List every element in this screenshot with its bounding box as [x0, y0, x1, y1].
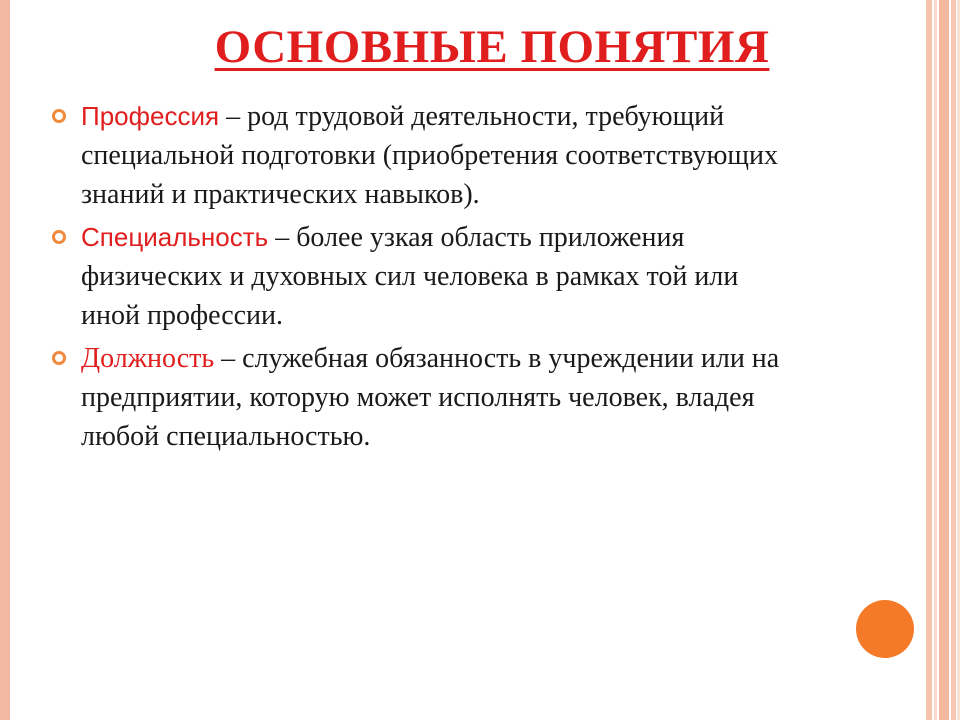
right-stripe-decoration — [934, 0, 937, 720]
term-position: Должность — [81, 343, 215, 374]
list-item-position — [52, 339, 792, 456]
bullet-ring-icon — [52, 109, 66, 123]
slide-title — [0, 20, 960, 74]
definition-specialty: – более узкая область приложения физических и духовных сил человека в рамках той или иной профессии. — [81, 222, 739, 331]
right-stripe-decoration — [939, 0, 949, 720]
definition-profession: – род трудовой деятельности, требующий специальной подготовки (приобретения соответствующих знаний и практических навыков). — [81, 101, 778, 210]
bullet-ring-icon — [52, 351, 66, 365]
orange-circle-decoration — [856, 600, 914, 658]
term-profession: Профессия — [81, 101, 220, 131]
definition-position: – служебная обязанность в учреждении или на предприятии, которую может исполнять человек, владея любой специальностью. — [81, 343, 780, 452]
right-stripe-decoration — [926, 0, 932, 720]
term-specialty: Специальность — [81, 222, 269, 252]
bullet-ring-icon — [52, 230, 66, 244]
left-border-decoration — [0, 0, 10, 720]
list-item-specialty — [52, 218, 792, 335]
list-item-profession — [52, 97, 792, 214]
slide-title-text: ОСНОВНЫЕ ПОНЯТИЯ — [214, 21, 770, 73]
right-stripe-decoration — [951, 0, 956, 720]
definitions-list — [52, 97, 792, 460]
